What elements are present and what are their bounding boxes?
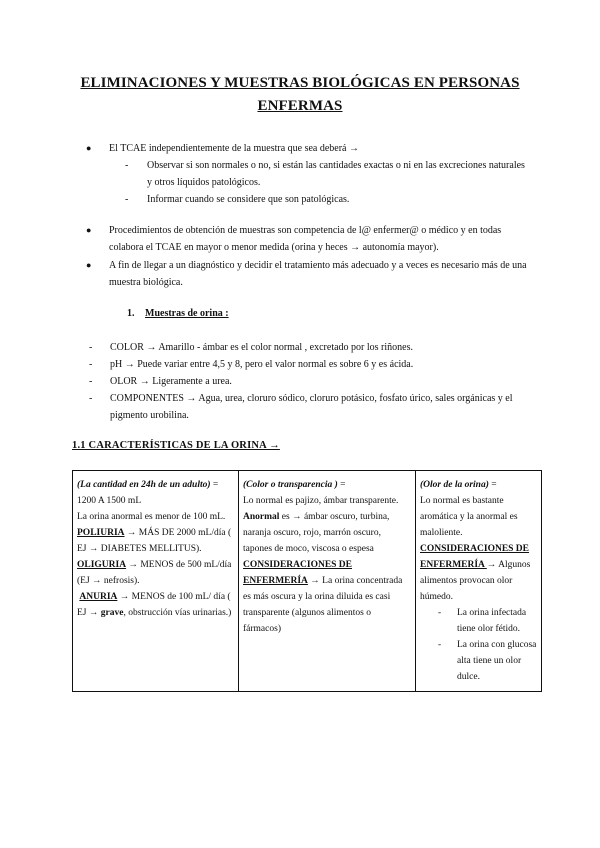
orina-item: - COLOR → Amarillo - ámbar es el color normal , excretado por los riñones. <box>89 339 529 356</box>
orina-item: - OLOR → Ligeramente a urea. <box>89 373 529 390</box>
bullet-dot: ● <box>86 260 92 270</box>
dash-marker: - <box>89 359 93 370</box>
page-title: ELIMINACIONES Y MUESTRAS BIOLÓGICAS EN PERSONAS ENFERMAS <box>80 75 520 114</box>
dash-marker: - <box>125 160 129 171</box>
urine-characteristics-table <box>72 470 542 692</box>
table-cell-color: (Color o transparencia ) = Lo normal es pajizo, ámbar transparente. Anormal es → ámbar oscuro, turbina, naranja oscuro, rojo, marrón oscuro, tapones de moco, viscosa o espesa CONSIDERACIONES DE ENFERMERÍA → La orina concentrada es más oscura y la orina diluida es casi transparente (algunos alimentos o fármacos) <box>239 471 416 692</box>
table-cell-cantidad: (La cantidad en 24h de un adulto) = 1200 A 1500 mL La orina anormal es menor de 100 mL. POLIURIA → MÁS DE 2000 mL/día ( EJ → DIABETES MELLITUS). OLIGURIA → MENOS de 500 mL/día (EJ → nefrosis). ANURIA → MENOS de 100 mL/ día ( EJ → grave, obstrucción vías urinarias.) <box>73 471 239 692</box>
intro-bullet: ● Procedimientos de obtención de muestras son competencia de l@ enfermer@ o médico y en todas colabora el TCAE en mayor o menor medida (orina y heces → autonomía mayor). <box>89 222 529 256</box>
bullet-dot: ● <box>86 225 92 235</box>
subsection-heading: 1.1 CARACTERÍSTICAS DE LA ORINA → <box>72 440 280 451</box>
dash-marker: - <box>89 393 93 404</box>
dash-marker: - <box>89 342 93 353</box>
dash-marker: - <box>125 194 129 205</box>
sub-item: - Informar cuando se considere que son patológicas. <box>125 191 525 208</box>
bullet-dot: ● <box>86 143 92 153</box>
table-row <box>73 471 542 692</box>
orina-item: - pH → Puede variar entre 4,5 y 8, pero el valor normal es sobre 6 y es ácida. <box>89 356 529 373</box>
dash-marker: - <box>89 376 93 387</box>
section-heading: 1. Muestras de orina : <box>127 308 229 319</box>
intro-bullet: ● El TCAE independientemente de la muestra que sea deberá → <box>89 140 529 157</box>
list-item: - La orina infectada tiene olor fétido. <box>438 608 527 634</box>
list-item: - La orina con glucosa alta tiene un olor dulce. <box>438 640 537 682</box>
intro-bullet: ● A fin de llegar a un diagnóstico y decidir el tratamiento más adecuado y a veces es necesario más de una muestra biológica. <box>89 257 529 291</box>
orina-item: - COMPONENTES → Agua, urea, cloruro sódico, cloruro potásico, fosfato úrico, sales orgánicas y el pigmento urobilina. <box>89 390 529 424</box>
table-cell-olor: (Olor de la orina) = Lo normal es bastante aromática y la anormal es maloliente. CONSIDERACIONES DE ENFERMERÍA → Algunos alimentos provocan olor húmedo. - La orina infectada tiene olor fétido. - La orina con glucosa alta tiene un olor dulce. <box>416 471 542 692</box>
sub-item: - Observar si son normales o no, si están las cantidades exactas o ni en las excreciones naturales y otros líquidos patológicos. <box>125 157 525 191</box>
